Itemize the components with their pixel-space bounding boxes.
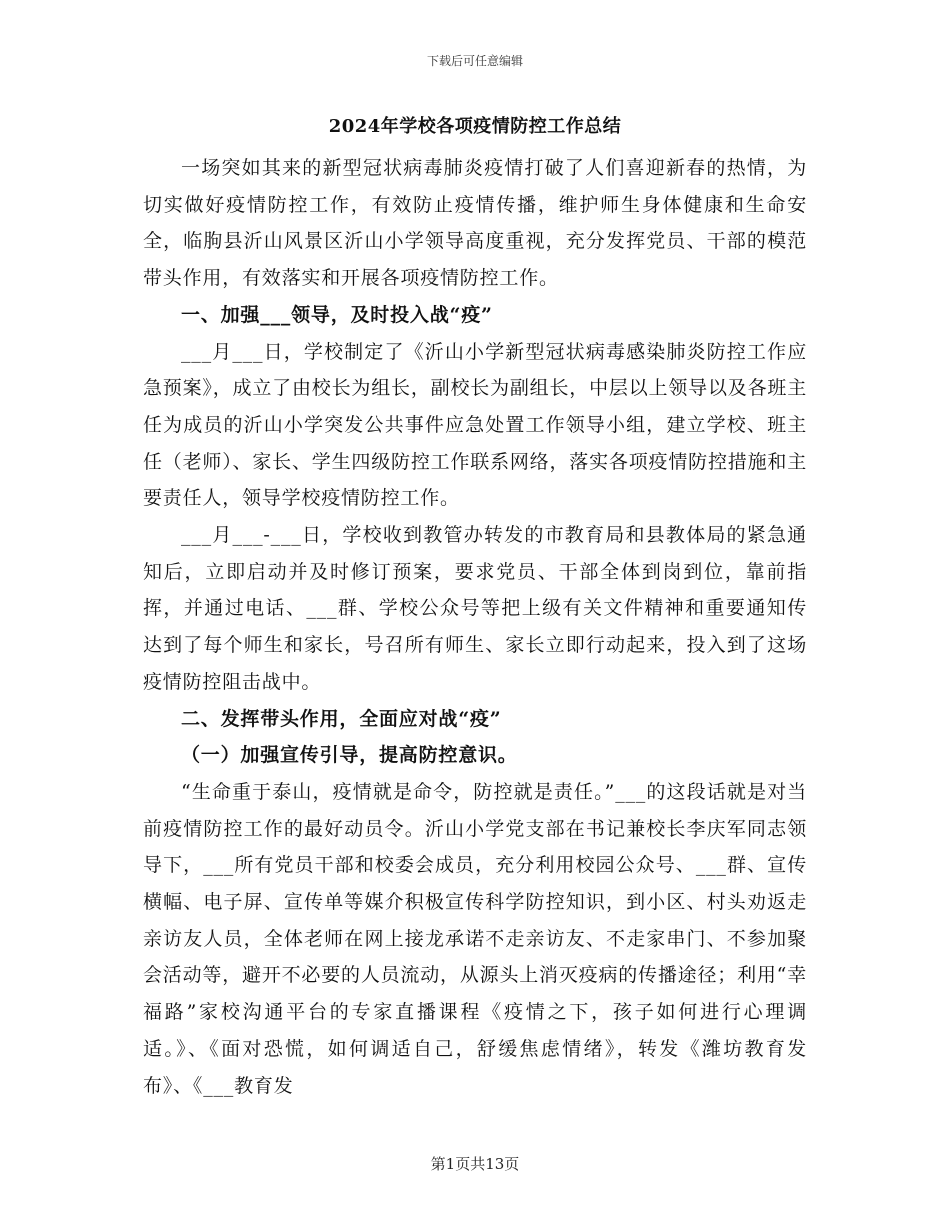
document-title: 2024年学校各项疫情防控工作总结 [328, 116, 622, 137]
page-number-footer: 第1页共13页 [430, 1155, 520, 1173]
body-paragraph: ___月___-___日，学校收到教管办转发的市教育局和县教体局的紧急通知后，立即启动并及时修订预案，要求党员、干部全体到岗到位，靠前指挥，并通过电话、___群、学校公众号等把上级有关文件精神和重要通知传达到了每个师生和家长，号召所有师生、家长立即行动起来，投入到了这场疫情防控阻击战中。 [143, 524, 807, 693]
page-header-note: 下载后可任意编辑 [426, 54, 523, 68]
intro-paragraph: 一场突如其来的新型冠状病毒肺炎疫情打破了人们喜迎新春的热情，为切实做好疫情防控工作，有效防止疫情传播，维护师生身体健康和生命安全，临朐县沂山风景区沂山小学领导高度重视，充分发挥党员、干部的模范带头作用，有效落实和开展各项疫情防控工作。 [143, 157, 807, 290]
body-paragraph: ___月___日，学校制定了《沂山小学新型冠状病毒感染肺炎防控工作应急预案》，成立了由校长为组长，副校长为副组长，中层以上领导以及各班主任为成员的沂山小学突发公共事件应急处置工作领导小组，建立学校、班主任（老师）、家长、学生四级防控工作联系网络，落实各项疫情防控措施和主要责任人，领导学校疫情防控工作。 [143, 340, 807, 510]
subsection-heading-1: （一）加强宣传引导，提高防控意识。 [181, 744, 518, 767]
document-body [143, 112, 807, 1104]
section-heading-2: 二、发挥带头作用，全面应对战“疫” [181, 707, 502, 730]
body-paragraph: “生命重于泰山，疫情就是命令，防控就是责任。”___的这段话就是对当前疫情防控工作的最好动员令。沂山小学党支部在书记兼校长李庆军同志领导下，___所有党员干部和校委会成员，充分利用校园公众号、___群、宣传横幅、电子屏、宣传单等媒介积极宣传科学防控知识，到小区、村头劝返走亲访友人员，全体老师在网上接龙承诺不走亲访友、不走家串门、不参加聚会活动等，避开不必要的人员流动，从源头上消灭疫病的传播途径；利用“幸福路”家校沟通平台的专家直播课程《疫情之下，孩子如何进行心理调适。》、《面对恐慌，如何调适自己，舒缓焦虑情绪》，转发《潍坊教育发布》、《___教育发 [143, 780, 807, 1097]
section-heading-1: 一、加强___领导，及时投入战“疫” [181, 303, 493, 326]
